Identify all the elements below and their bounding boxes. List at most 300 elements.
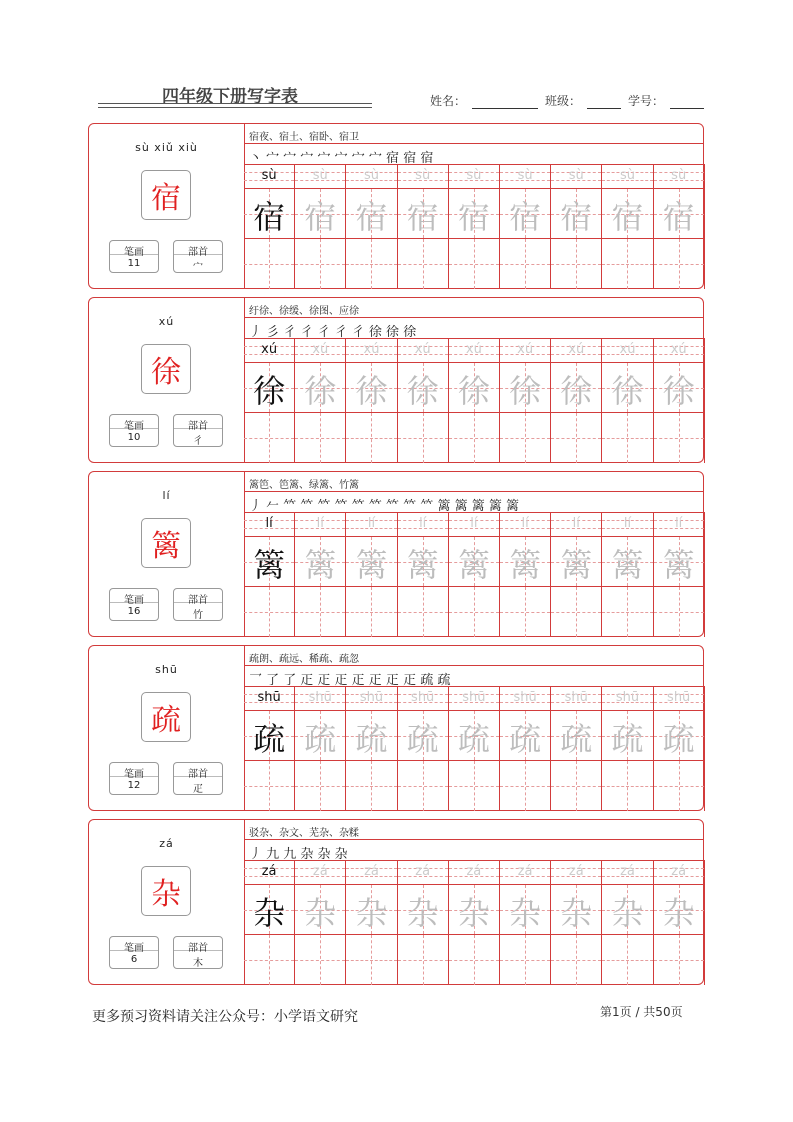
radical-value: 竹	[193, 610, 203, 621]
char-trace: 宿	[304, 198, 337, 236]
pinyin-cell[interactable]	[244, 164, 295, 188]
pinyin-trace: zá	[466, 864, 482, 879]
pinyin-cell[interactable]	[295, 338, 346, 362]
pinyin-trace: lí	[367, 516, 376, 531]
stroke-order: 丿 九 九 杂 杂 杂	[249, 847, 348, 862]
pinyin-cell[interactable]	[602, 164, 653, 188]
radical-value: 木	[193, 958, 203, 969]
radical-box	[173, 588, 223, 621]
pinyin-trace: sù	[517, 168, 533, 183]
pinyin-trace: xú	[670, 342, 687, 357]
empty-practice-cell[interactable]	[346, 934, 397, 985]
char-trace: 篱	[560, 546, 593, 584]
empty-practice-cell[interactable]	[244, 586, 295, 637]
stroke-count-value: 6	[130, 954, 138, 965]
tian-grid-cell[interactable]	[551, 884, 602, 934]
tian-grid-cell[interactable]	[398, 884, 449, 934]
empty-practice-cell[interactable]	[602, 934, 653, 985]
empty-practice-cell[interactable]	[500, 760, 551, 811]
char-trace: 宿	[457, 198, 490, 236]
char-trace: 疏	[509, 720, 542, 758]
tian-grid-cell[interactable]	[449, 884, 500, 934]
stroke-count-box	[109, 588, 159, 621]
page-title: 四年级下册写字表	[162, 87, 298, 107]
tian-grid-cell[interactable]	[500, 188, 551, 238]
empty-practice-cell[interactable]	[551, 238, 602, 289]
stroke-count-label: 笔画	[110, 937, 158, 951]
empty-practice-cell[interactable]	[244, 412, 295, 463]
word-examples: 疏朗、疏远、稀疏、疏忽	[249, 654, 359, 665]
practice-grid	[244, 860, 705, 985]
empty-practice-cell[interactable]	[295, 760, 346, 811]
pinyin-cell[interactable]	[398, 860, 449, 884]
char-trace: 徐	[355, 372, 388, 410]
stroke-count-box	[109, 936, 159, 969]
empty-practice-cell[interactable]	[551, 412, 602, 463]
char-trace: 篱	[304, 546, 337, 584]
stroke-order: 丿 𠂉 𥫗 𥫗 𥫗 𥫗 𥫗 𥫗 𥫗 𥫗 𥫗 篱 篱 篱 篱 篱	[249, 499, 519, 514]
pinyin-cell[interactable]	[602, 860, 653, 884]
pinyin-cell[interactable]	[551, 164, 602, 188]
radical-label: 部首	[174, 241, 222, 255]
tian-grid-cell[interactable]	[500, 536, 551, 586]
pinyin-trace: lí	[265, 516, 273, 531]
stroke-count-value: 12	[127, 780, 141, 791]
stroke-count-label: 笔画	[110, 241, 158, 255]
character-display: 篱	[141, 518, 191, 568]
tian-grid-cell[interactable]	[654, 884, 705, 934]
empty-practice-cell[interactable]	[654, 586, 705, 637]
empty-practice-cell[interactable]	[295, 586, 346, 637]
tian-grid-cell[interactable]	[551, 188, 602, 238]
tian-grid-cell[interactable]	[346, 536, 397, 586]
pinyin-trace: lí	[470, 516, 478, 531]
empty-practice-cell[interactable]	[449, 238, 500, 289]
char-trace: 杂	[560, 894, 593, 932]
pinyin-cell[interactable]	[654, 512, 705, 536]
tian-grid-cell[interactable]	[398, 536, 449, 586]
char-trace: 宿	[406, 198, 439, 236]
radical-label: 部首	[174, 415, 222, 429]
stroke-count-label: 笔画	[110, 589, 158, 603]
pinyin-cell[interactable]	[602, 338, 653, 362]
empty-practice-cell[interactable]	[398, 238, 449, 289]
empty-practice-cell[interactable]	[295, 934, 346, 985]
pinyin-trace: sù	[261, 168, 277, 183]
empty-practice-cell[interactable]	[398, 934, 449, 985]
char-trace: 徐	[560, 372, 593, 410]
pinyin-cell[interactable]	[654, 860, 705, 884]
radical-label: 部首	[174, 763, 222, 777]
pinyin-trace: sù	[415, 168, 431, 183]
character-card	[88, 123, 704, 289]
pinyin-cell[interactable]	[449, 338, 500, 362]
name-blank[interactable]	[472, 96, 538, 109]
pinyin-trace: xú	[414, 342, 431, 357]
empty-practice-cell[interactable]	[398, 586, 449, 637]
pinyin-cell[interactable]	[398, 338, 449, 362]
pinyin-trace: xú	[363, 342, 380, 357]
tian-grid-cell[interactable]	[500, 884, 551, 934]
pinyin-trace: sù	[671, 168, 687, 183]
radical-box	[173, 762, 223, 795]
pinyin-cell[interactable]	[551, 860, 602, 884]
stroke-order: 丿 彡 彳 彳 彳 彳 彳 徐 徐 徐	[249, 325, 417, 340]
pinyin-cell[interactable]	[500, 164, 551, 188]
pinyin-cell[interactable]	[500, 512, 551, 536]
char-trace: 杂	[253, 894, 286, 932]
empty-practice-cell[interactable]	[654, 760, 705, 811]
pinyin-cell[interactable]	[654, 338, 705, 362]
empty-practice-cell[interactable]	[500, 412, 551, 463]
stroke-order: 乛 了 了 𤴓 𤴓 𤴓 𤴓 𤴓 𤴓 𤴓 疏 疏	[249, 673, 451, 688]
radical-value: 彳	[193, 436, 203, 447]
char-trace: 疏	[304, 720, 337, 758]
tian-grid-cell[interactable]	[398, 362, 449, 412]
pinyin-cell[interactable]	[295, 686, 346, 710]
character-card	[88, 297, 704, 463]
char-trace: 杂	[662, 894, 695, 932]
pinyin-trace: xú	[261, 342, 278, 357]
tian-grid-cell[interactable]	[551, 362, 602, 412]
pinyin-trace: lí	[419, 516, 427, 531]
empty-practice-cell[interactable]	[551, 934, 602, 985]
pinyin-trace: sù	[363, 168, 379, 183]
empty-practice-cell[interactable]	[500, 586, 551, 637]
pinyin-cell[interactable]	[449, 164, 500, 188]
stroke-count-value: 16	[127, 606, 141, 617]
char-trace: 疏	[560, 720, 593, 758]
empty-practice-cell[interactable]	[449, 412, 500, 463]
character-display: 宿	[141, 170, 191, 220]
card-info-panel	[89, 820, 244, 984]
empty-practice-cell[interactable]	[500, 238, 551, 289]
char-trace: 疏	[355, 720, 388, 758]
empty-practice-cell[interactable]	[295, 238, 346, 289]
class-blank[interactable]	[587, 96, 621, 109]
empty-practice-cell[interactable]	[551, 760, 602, 811]
char-trace: 徐	[406, 372, 439, 410]
char-trace: 杂	[457, 894, 490, 932]
pinyin-cell[interactable]	[398, 512, 449, 536]
char-trace: 徐	[662, 372, 695, 410]
tian-grid-cell[interactable]	[295, 884, 346, 934]
tian-grid-cell[interactable]	[551, 710, 602, 760]
char-trace: 杂	[509, 894, 542, 932]
pinyin-trace: xú	[619, 342, 636, 357]
empty-practice-cell[interactable]	[398, 412, 449, 463]
pinyin-cell[interactable]	[398, 164, 449, 188]
pinyin-cell[interactable]	[551, 512, 602, 536]
radical-value: 宀	[193, 262, 203, 273]
pinyin-cell[interactable]	[500, 338, 551, 362]
pinyin-trace: lí	[572, 516, 580, 531]
pinyin-trace: lí	[316, 516, 324, 531]
empty-practice-cell[interactable]	[602, 586, 653, 637]
practice-grid	[244, 338, 705, 463]
pinyin-cell[interactable]	[346, 338, 397, 362]
empty-practice-cell[interactable]	[244, 760, 295, 811]
char-trace: 杂	[611, 894, 644, 932]
pinyin-cell[interactable]	[346, 512, 397, 536]
pinyin-trace: sù	[312, 168, 328, 183]
pinyin-trace: xú	[568, 342, 585, 357]
stroke-count-box	[109, 414, 159, 447]
tian-grid-cell[interactable]	[654, 188, 705, 238]
pinyin-trace: xú	[312, 342, 329, 357]
word-examples: 驳杂、杂文、芜杂、杂糅	[249, 828, 359, 839]
tian-grid-cell[interactable]	[295, 188, 346, 238]
pinyin-cell[interactable]	[346, 164, 397, 188]
pinyin-cell[interactable]	[244, 338, 295, 362]
pinyin-cell[interactable]	[449, 512, 500, 536]
pinyin-cell[interactable]	[551, 338, 602, 362]
title-underline-2	[98, 107, 372, 108]
pinyin-cell[interactable]	[654, 164, 705, 188]
char-trace: 宿	[355, 198, 388, 236]
empty-practice-cell[interactable]	[654, 238, 705, 289]
pinyin-cell[interactable]	[602, 512, 653, 536]
char-trace: 篱	[355, 546, 388, 584]
pinyin-trace: xú	[465, 342, 482, 357]
pinyin-trace: shū	[308, 690, 332, 705]
pinyin-trace: shū	[513, 690, 537, 705]
char-trace: 篱	[457, 546, 490, 584]
pinyin-trace: sù	[619, 168, 635, 183]
stroke-count-box	[109, 762, 159, 795]
pinyin-cell[interactable]	[500, 686, 551, 710]
radical-value: 疋	[193, 784, 203, 795]
empty-practice-cell[interactable]	[602, 238, 653, 289]
character-card	[88, 471, 704, 637]
char-trace: 宿	[611, 198, 644, 236]
tian-grid-cell[interactable]	[654, 362, 705, 412]
pinyin-trace: zá	[620, 864, 635, 879]
pinyin-trace: sù	[568, 168, 584, 183]
row-divider	[244, 839, 703, 840]
char-trace: 疏	[662, 720, 695, 758]
char-trace: 篱	[662, 546, 695, 584]
pinyin-trace: zá	[568, 864, 584, 879]
practice-grid	[244, 164, 705, 289]
char-trace: 徐	[457, 372, 490, 410]
card-info-panel	[89, 124, 244, 288]
pinyin-trace: shū	[359, 690, 384, 705]
pinyin-trace: shū	[615, 690, 640, 705]
number-blank[interactable]	[670, 96, 704, 109]
char-trace: 篱	[611, 546, 644, 584]
pinyin-cell[interactable]	[244, 686, 295, 710]
pinyin-trace: shū	[462, 690, 486, 705]
char-trace: 宿	[560, 198, 593, 236]
empty-practice-cell[interactable]	[500, 934, 551, 985]
tian-grid-cell[interactable]	[244, 536, 295, 586]
pinyin-readings: xú	[158, 315, 175, 328]
tian-grid-cell[interactable]	[449, 188, 500, 238]
name-label: 姓名：	[430, 94, 467, 108]
pinyin-trace: zá	[312, 864, 328, 879]
radical-label: 部首	[174, 937, 222, 951]
pinyin-readings: shū	[155, 663, 178, 676]
pinyin-readings: lí	[162, 489, 171, 502]
card-info-panel	[89, 646, 244, 810]
pinyin-readings: zá	[159, 837, 174, 850]
tian-grid-cell[interactable]	[398, 710, 449, 760]
pinyin-cell[interactable]	[551, 686, 602, 710]
stroke-count-value: 11	[127, 258, 141, 269]
empty-practice-cell[interactable]	[449, 760, 500, 811]
tian-grid-cell[interactable]	[602, 884, 653, 934]
tian-grid-cell[interactable]	[449, 536, 500, 586]
empty-practice-cell[interactable]	[244, 238, 295, 289]
title-underline	[98, 103, 372, 104]
pinyin-cell[interactable]	[449, 860, 500, 884]
empty-practice-cell[interactable]	[346, 760, 397, 811]
pinyin-cell[interactable]	[244, 860, 295, 884]
tian-grid-cell[interactable]	[295, 536, 346, 586]
class-field[interactable]	[545, 92, 621, 109]
character-display: 疏	[141, 692, 191, 742]
stroke-count-value: 10	[127, 432, 141, 443]
word-examples: 纡徐、徐缓、徐图、应徐	[249, 306, 359, 317]
tian-grid-cell[interactable]	[654, 710, 705, 760]
pinyin-trace: lí	[521, 516, 529, 531]
empty-practice-cell[interactable]	[346, 238, 397, 289]
pinyin-cell[interactable]	[295, 164, 346, 188]
empty-practice-cell[interactable]	[295, 412, 346, 463]
empty-practice-cell[interactable]	[346, 586, 397, 637]
character-display: 徐	[141, 344, 191, 394]
pinyin-cell[interactable]	[295, 512, 346, 536]
tian-grid-cell[interactable]	[398, 188, 449, 238]
pinyin-cell[interactable]	[398, 686, 449, 710]
pinyin-cell[interactable]	[346, 860, 397, 884]
pinyin-trace: shū	[257, 690, 281, 705]
name-field[interactable]	[430, 92, 538, 109]
pinyin-trace: xú	[517, 342, 534, 357]
empty-practice-cell[interactable]	[654, 412, 705, 463]
char-trace: 徐	[253, 372, 286, 410]
tian-grid-cell[interactable]	[244, 710, 295, 760]
char-trace: 疏	[611, 720, 644, 758]
pinyin-cell[interactable]	[244, 512, 295, 536]
pinyin-trace: shū	[564, 690, 588, 705]
tian-grid-cell[interactable]	[449, 710, 500, 760]
empty-practice-cell[interactable]	[449, 586, 500, 637]
radical-box	[173, 240, 223, 273]
empty-practice-cell[interactable]	[654, 934, 705, 985]
char-trace: 宿	[509, 198, 542, 236]
pinyin-trace: zá	[415, 864, 431, 879]
tian-grid-cell[interactable]	[346, 362, 397, 412]
word-examples: 篱笆、笆篱、绿篱、竹篱	[249, 480, 359, 491]
char-trace: 杂	[355, 894, 388, 932]
tian-grid-cell[interactable]	[295, 710, 346, 760]
number-field[interactable]	[628, 92, 704, 109]
practice-grid	[244, 686, 705, 811]
card-info-panel	[89, 298, 244, 462]
practice-grid	[244, 512, 705, 637]
tian-grid-cell[interactable]	[244, 362, 295, 412]
tian-grid-cell[interactable]	[602, 362, 653, 412]
char-trace: 杂	[406, 894, 439, 932]
tian-grid-cell[interactable]	[244, 884, 295, 934]
char-trace: 徐	[304, 372, 337, 410]
pinyin-cell[interactable]	[295, 860, 346, 884]
empty-practice-cell[interactable]	[449, 934, 500, 985]
pinyin-cell[interactable]	[602, 686, 653, 710]
tian-grid-cell[interactable]	[244, 188, 295, 238]
tian-grid-cell[interactable]	[602, 188, 653, 238]
number-label: 学号：	[628, 94, 665, 108]
radical-box	[173, 936, 223, 969]
page-indicator: 第1页 / 共50页	[600, 1005, 683, 1019]
tian-grid-cell[interactable]	[500, 710, 551, 760]
pinyin-cell[interactable]	[654, 686, 705, 710]
card-info-panel	[89, 472, 244, 636]
tian-grid-cell[interactable]	[602, 710, 653, 760]
pinyin-trace: sù	[466, 168, 482, 183]
pinyin-cell[interactable]	[500, 860, 551, 884]
char-trace: 宿	[662, 198, 695, 236]
row-divider	[244, 143, 703, 144]
char-trace: 疏	[253, 720, 286, 758]
empty-practice-cell[interactable]	[346, 412, 397, 463]
empty-practice-cell[interactable]	[602, 760, 653, 811]
tian-grid-cell[interactable]	[602, 536, 653, 586]
row-divider	[244, 317, 703, 318]
tian-grid-cell[interactable]	[346, 188, 397, 238]
empty-practice-cell[interactable]	[602, 412, 653, 463]
pinyin-cell[interactable]	[346, 686, 397, 710]
pinyin-cell[interactable]	[449, 686, 500, 710]
tian-grid-cell[interactable]	[500, 362, 551, 412]
empty-practice-cell[interactable]	[551, 586, 602, 637]
char-trace: 篱	[406, 546, 439, 584]
pinyin-trace: lí	[675, 516, 683, 531]
pinyin-readings: sù xiǔ xiù	[135, 141, 198, 154]
char-trace: 杂	[304, 894, 337, 932]
footer-promo: 更多预习资料请关注公众号：小学语文研究	[92, 1009, 358, 1025]
pinyin-trace: lí	[623, 516, 632, 531]
word-examples: 宿夜、宿土、宿卧、宿卫	[249, 132, 359, 143]
character-display: 杂	[141, 866, 191, 916]
pinyin-trace: zá	[364, 864, 379, 879]
stroke-count-label: 笔画	[110, 415, 158, 429]
char-trace: 疏	[457, 720, 490, 758]
row-divider	[244, 665, 703, 666]
pinyin-trace: zá	[517, 864, 533, 879]
character-card	[88, 819, 704, 985]
tian-grid-cell[interactable]	[449, 362, 500, 412]
char-trace: 宿	[253, 198, 286, 236]
empty-practice-cell[interactable]	[244, 934, 295, 985]
char-trace: 徐	[509, 372, 542, 410]
empty-practice-cell[interactable]	[398, 760, 449, 811]
char-trace: 篱	[509, 546, 542, 584]
tian-grid-cell[interactable]	[346, 710, 397, 760]
char-trace: 篱	[253, 546, 286, 584]
tian-grid-cell[interactable]	[654, 536, 705, 586]
char-trace: 徐	[611, 372, 644, 410]
char-trace: 疏	[406, 720, 439, 758]
tian-grid-cell[interactable]	[295, 362, 346, 412]
class-label: 班级：	[545, 94, 582, 108]
tian-grid-cell[interactable]	[346, 884, 397, 934]
radical-label: 部首	[174, 589, 222, 603]
tian-grid-cell[interactable]	[551, 536, 602, 586]
pinyin-trace: zá	[261, 864, 277, 879]
